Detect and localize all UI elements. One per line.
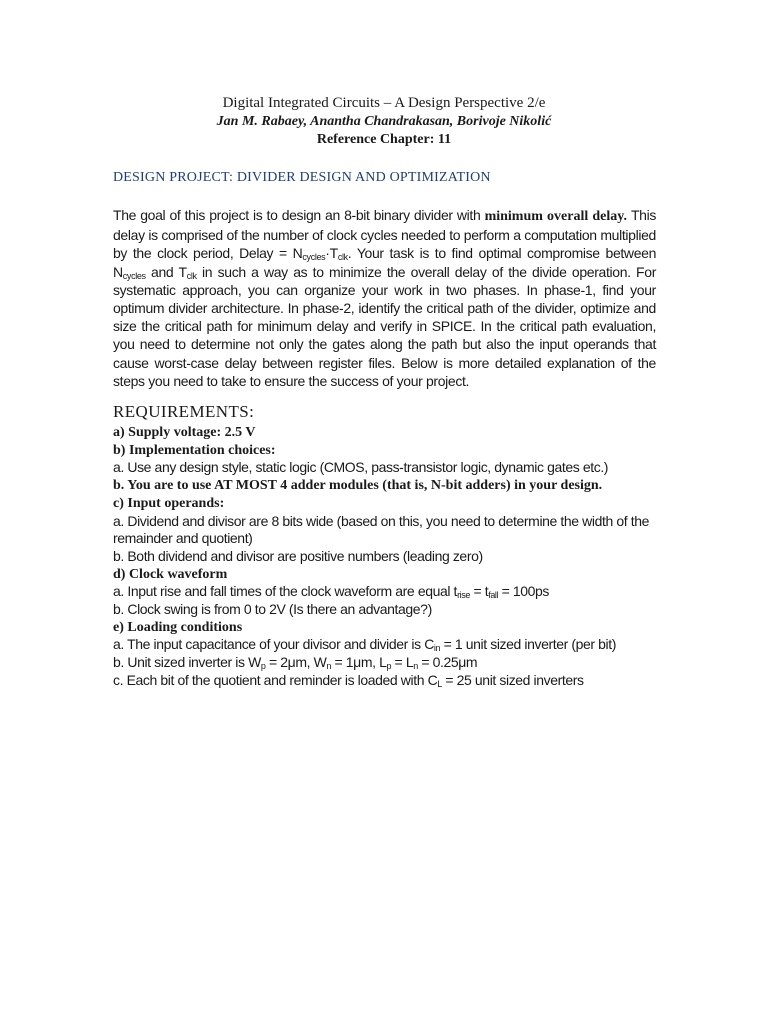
loading-b-text-1: b. Unit sized inverter is W xyxy=(113,654,261,671)
implementation-heading: b) Implementation choices: xyxy=(113,442,276,458)
intro-and-t: and T xyxy=(145,263,187,280)
sub-fall: fall xyxy=(488,590,499,601)
clock-waveform-item-a xyxy=(113,583,673,601)
intro-text-3: . Your task is to find optimal compromise between N xyxy=(113,245,657,280)
intro-text-2: This delay is comprised of the number of clock cycles needed to perform a computation multiplied by the clock period, Delay = N xyxy=(113,207,656,262)
book-authors: Jan M. Rabaey, Anantha Chandrakasan, Borivoje Nikolić xyxy=(216,114,552,129)
clock-waveform-item-b: b. Clock swing is from 0 to 2V (Is there an advantage?) xyxy=(113,601,432,618)
sub-lp: p xyxy=(386,661,392,672)
loading-b-text-2: = 2μm, W xyxy=(265,654,327,671)
clock-a-text-3: = 100ps xyxy=(498,583,550,600)
loading-b-text-4: = L xyxy=(391,654,414,671)
sub-wp: p xyxy=(260,661,266,672)
loading-conditions-heading: e) Loading conditions xyxy=(113,619,243,635)
sub-clk: clk xyxy=(337,252,348,263)
sub-cycles-2: cycles xyxy=(122,270,146,281)
loading-a-text-1: a. The input capacitance of your divisor and divider is C xyxy=(113,636,434,653)
loading-c-text-1: c. Each bit of the quotient and reminder is loaded with C xyxy=(113,671,438,688)
input-operands-heading: c) Input operands: xyxy=(113,495,225,511)
clock-waveform-heading: d) Clock waveform xyxy=(113,566,228,582)
sub-cl: L xyxy=(437,678,442,689)
implementation-item-b: b. You are to use AT MOST 4 adder modules (that is, N-bit adders) in your design. xyxy=(113,478,603,494)
sub-rise: rise xyxy=(457,590,470,601)
input-operands-item-b: b. Both dividend and divisor are positive numbers (leading zero) xyxy=(113,547,483,564)
document-header xyxy=(0,94,768,149)
book-title: Digital Integrated Circuits – A Design Perspective 2/e xyxy=(222,95,546,111)
loading-item-a xyxy=(113,636,673,654)
intro-dot-t: ·T xyxy=(325,245,338,262)
sub-in: in xyxy=(433,643,441,654)
clock-a-text-2: = t xyxy=(469,583,489,600)
intro-text-1: The goal of this project is to design an 8-bit binary divider with xyxy=(113,207,485,223)
supply-voltage-heading: a) Supply voltage: 2.5 V xyxy=(113,425,256,440)
reference-chapter: Reference Chapter: 11 xyxy=(316,132,452,147)
loading-b-text-5: = 0.25μm xyxy=(417,654,478,671)
sub-wn: n xyxy=(326,661,332,672)
loading-a-text-2: = 1 unit sized inverter (per bit) xyxy=(440,636,616,653)
requirements-heading: REQUIREMENTS: xyxy=(113,402,255,421)
requirements-list xyxy=(113,424,673,690)
intro-paragraph xyxy=(113,206,656,390)
loading-item-c xyxy=(113,672,673,690)
sub-clk-2: clk xyxy=(186,270,197,281)
implementation-item-a: a. Use any design style, static logic (CMOS, pass-transistor logic, dynamic gates etc.) xyxy=(113,459,609,476)
sub-ln: n xyxy=(413,661,418,672)
input-operands-item-a: a. Dividend and divisor are 8 bits wide (based on this, you need to determine the width of the remainder and quotient) xyxy=(113,512,649,547)
loading-b-text-3: = 1μm, L xyxy=(331,654,387,671)
project-title: DESIGN PROJECT: DIVIDER DESIGN AND OPTIMIZATION xyxy=(113,170,491,185)
intro-bold-goal: minimum overall delay. xyxy=(484,209,628,224)
clock-a-text-1: a. Input rise and fall times of the clock waveform are equal t xyxy=(113,583,458,600)
loading-c-text-2: = 25 unit sized inverters xyxy=(441,671,584,688)
intro-text-4: in such a way as to minimize the overall delay of the divide operation. For systematic approach, you can organize your work in two phases. In phase-1, find your optimum divider architecture. In phase-2, identify the critical path of the divider, optimize and size the critical path for minimum delay and verify in SPICE. In the critical path evaluation, you need to determine not only the gates along the path but also the input operands that cause worst-case delay between register files. Below is more detailed explanation of the steps you need to take to ensure the success of your project. xyxy=(113,263,657,389)
loading-item-b xyxy=(113,654,673,672)
sub-cycles: cycles xyxy=(302,252,326,263)
